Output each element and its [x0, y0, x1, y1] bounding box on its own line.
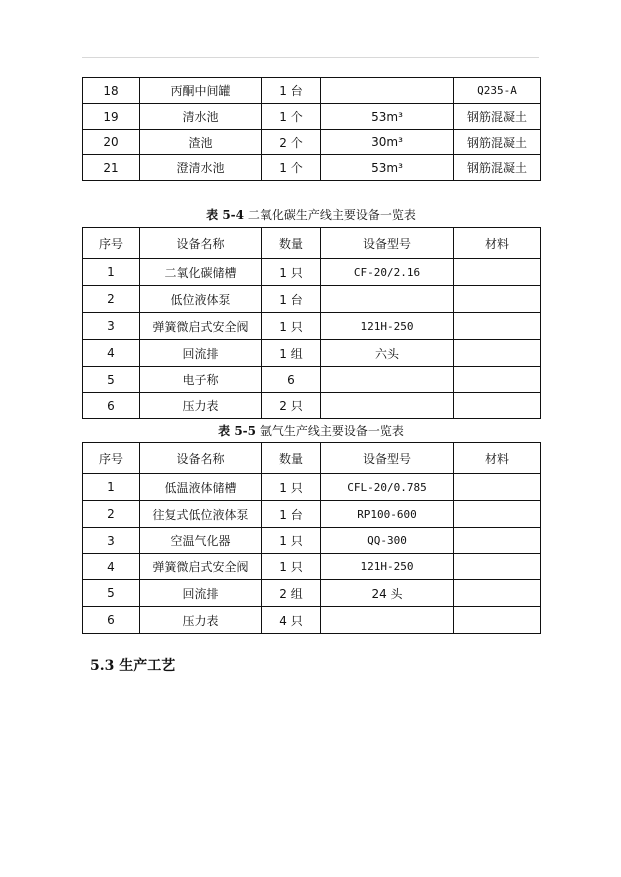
cell-name: 低温液体储槽: [140, 474, 262, 501]
table-row: [83, 580, 541, 607]
cell-no: 3: [83, 313, 140, 340]
table-5-4-caption: [82, 208, 540, 222]
cell-name: 二氧化碳储槽: [140, 259, 262, 286]
cell-material: [454, 474, 541, 501]
header-qty: 数量: [262, 443, 321, 474]
cell-model: 24 头: [321, 580, 454, 607]
cell-material: [454, 607, 541, 634]
cell-no: 1: [83, 474, 140, 501]
cell-material: [454, 259, 541, 286]
cell-name: 电子称: [140, 367, 262, 393]
header-name: 设备名称: [140, 443, 262, 474]
cell-name: 渣池: [140, 130, 262, 155]
table-header-row: [83, 228, 541, 259]
header-model: 设备型号: [321, 228, 454, 259]
cell-model: CFL-20/0.785: [321, 474, 454, 501]
cell-qty: 1 只: [262, 528, 321, 554]
header-no: 序号: [83, 228, 140, 259]
cell-model: [321, 607, 454, 634]
table-row: [83, 286, 541, 313]
section-title: 5.3 生产工艺: [90, 658, 176, 674]
table-row: [83, 474, 541, 501]
cell-qty: 2 组: [262, 580, 321, 607]
cell-material: [454, 554, 541, 580]
table-row: [83, 78, 541, 104]
table-row: [83, 104, 541, 130]
table-header-row: [83, 443, 541, 474]
cell-material: [454, 340, 541, 367]
cell-name: 弹簧微启式安全阀: [140, 554, 262, 580]
cell-name: 弹簧微启式安全阀: [140, 313, 262, 340]
cell-material: 钢筋混凝土: [454, 130, 541, 155]
table-row: [83, 393, 541, 419]
header-no: 序号: [83, 443, 140, 474]
cell-no: 19: [83, 104, 140, 130]
cell-model: 53m³: [321, 104, 454, 130]
caption-label: 表 5-5: [218, 424, 257, 438]
cell-model: 六头: [321, 340, 454, 367]
table-row: [83, 340, 541, 367]
table-5-5-caption: [82, 424, 540, 438]
cell-model: CF-20/2.16: [321, 259, 454, 286]
header-model: 设备型号: [321, 443, 454, 474]
cell-no: 1: [83, 259, 140, 286]
cell-no: 5: [83, 580, 140, 607]
argon-equipment-table: [82, 442, 541, 634]
cell-no: 5: [83, 367, 140, 393]
table-row: [83, 554, 541, 580]
table-row: [83, 528, 541, 554]
cell-qty: 2 只: [262, 393, 321, 419]
co2-equipment-table: [82, 227, 541, 419]
cell-material: [454, 313, 541, 340]
cell-qty: 1 个: [262, 155, 321, 181]
cell-material: 钢筋混凝土: [454, 104, 541, 130]
cell-no: 21: [83, 155, 140, 181]
cell-no: 2: [83, 286, 140, 313]
cell-model: 121H-250: [321, 313, 454, 340]
cell-material: [454, 580, 541, 607]
cell-no: 6: [83, 607, 140, 634]
cell-material: [454, 393, 541, 419]
table-row: [83, 155, 541, 181]
cell-qty: 1 个: [262, 104, 321, 130]
cell-qty: 1 台: [262, 78, 321, 104]
cell-qty: 1 只: [262, 554, 321, 580]
cell-name: 压力表: [140, 607, 262, 634]
equipment-table-continued: [82, 77, 541, 181]
cell-no: 20: [83, 130, 140, 155]
cell-material: Q235-A: [454, 78, 541, 104]
cell-model: RP100-600: [321, 501, 454, 528]
cell-no: 4: [83, 340, 140, 367]
cell-name: 回流排: [140, 340, 262, 367]
cell-name: 清水池: [140, 104, 262, 130]
cell-name: 往复式低位液体泵: [140, 501, 262, 528]
header-material: 材料: [454, 443, 541, 474]
cell-model: 30m³: [321, 130, 454, 155]
cell-name: 压力表: [140, 393, 262, 419]
cell-name: 澄清水池: [140, 155, 262, 181]
cell-name: 空温气化器: [140, 528, 262, 554]
cell-no: 6: [83, 393, 140, 419]
cell-name: 低位液体泵: [140, 286, 262, 313]
cell-no: 4: [83, 554, 140, 580]
cell-model: [321, 393, 454, 419]
cell-qty: 1 台: [262, 501, 321, 528]
header-qty: 数量: [262, 228, 321, 259]
cell-qty: 6: [262, 367, 321, 393]
cell-material: [454, 501, 541, 528]
caption-text: 二氧化碳生产线主要设备一览表: [244, 208, 416, 222]
cell-qty: 1 台: [262, 286, 321, 313]
cell-model: [321, 367, 454, 393]
cell-model: QQ-300: [321, 528, 454, 554]
cell-model: [321, 78, 454, 104]
cell-no: 2: [83, 501, 140, 528]
cell-name: 回流排: [140, 580, 262, 607]
table-row: [83, 130, 541, 155]
caption-text: 氩气生产线主要设备一览表: [256, 424, 404, 438]
cell-qty: 1 只: [262, 474, 321, 501]
cell-no: 18: [83, 78, 140, 104]
cell-model: 121H-250: [321, 554, 454, 580]
cell-qty: 2 个: [262, 130, 321, 155]
table-row: [83, 607, 541, 634]
page-header-rule: [82, 57, 539, 58]
cell-model: [321, 286, 454, 313]
cell-material: 钢筋混凝土: [454, 155, 541, 181]
header-material: 材料: [454, 228, 541, 259]
cell-material: [454, 367, 541, 393]
cell-qty: 1 只: [262, 259, 321, 286]
cell-qty: 4 只: [262, 607, 321, 634]
cell-qty: 1 组: [262, 340, 321, 367]
cell-material: [454, 528, 541, 554]
cell-name: 丙酮中间罐: [140, 78, 262, 104]
header-name: 设备名称: [140, 228, 262, 259]
table-row: [83, 501, 541, 528]
cell-model: 53m³: [321, 155, 454, 181]
table-row: [83, 367, 541, 393]
cell-no: 3: [83, 528, 140, 554]
table-row: [83, 259, 541, 286]
cell-material: [454, 286, 541, 313]
caption-label: 表 5-4: [206, 208, 245, 222]
table-row: [83, 313, 541, 340]
cell-qty: 1 只: [262, 313, 321, 340]
